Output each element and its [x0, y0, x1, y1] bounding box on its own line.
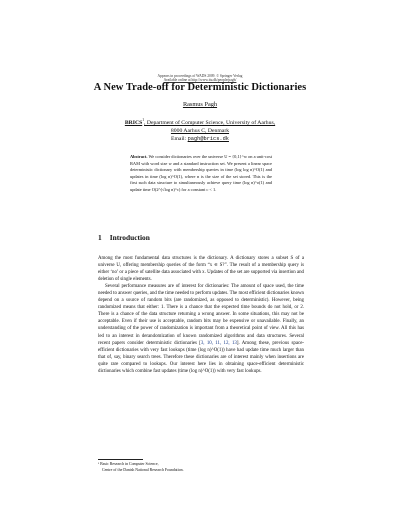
abstract [130, 154, 272, 193]
footnote-1: ¹ Basic Research in Computer Science, [98, 462, 159, 466]
section-title: Introduction [109, 233, 150, 242]
section-heading [98, 233, 150, 242]
email-address[interactable]: pagh@brics.dk [187, 135, 229, 142]
citation-list[interactable]: 3, 10, 11, 12, 13 [200, 340, 237, 346]
org-footnote-mark: 1 [142, 118, 145, 122]
affiliation-line-1 [0, 116, 400, 127]
abstract-text: We consider dictionaries over the universe U = {0,1}^w on a unit-cost RAM with word size w and a standard instruction set. We present a linear space deterministic dictionary with membership queries in time (log log n)^O(1) and updates in time (log n)^O(1), where n is the size of the set stored. This is the first such data structure to simultaneously achieve query time (log n)^o(1) and update time O(2^(√log n)^c) for a constant c < 1. [130, 154, 272, 192]
paragraph-2-rest: ]. Among these, previous space-efficient dictionaries with very fast lookups (time (log n)^O(1)) have had update time much larger than that of, say, binary search trees. Therefore these dictionaries are of interest mainly when insertions are quite rare compared to lookups. Our interest here lies in obtaining space-efficient deterministic dictionaries which combine fast updates (time (log n)^O(1)) with very fast lookups. [98, 340, 304, 374]
city: 8000 Aarhus C, Denmark [170, 127, 230, 134]
email-label: Email: [171, 135, 188, 142]
department: , Department of Computer Science, University of Aarhus, [144, 119, 276, 126]
affiliation [0, 116, 400, 143]
paragraph-2 [98, 283, 304, 375]
footnote-divider [98, 459, 143, 460]
publication-note-link[interactable]: Available online at http://www.itu.dk/people/pagh/ [163, 78, 237, 83]
footnote-1-continued: Centre of the Danish National Research Foundation. [102, 467, 184, 472]
abstract-label: Abstract. [130, 154, 148, 159]
footnotes [98, 462, 304, 473]
publication-note-line-1: Appears in proceedings of WADS 2009. © Springer Verlag [157, 74, 243, 78]
paragraph-1: Among the most fundamental data structures is the dictionary. A dictionary stores a subset S of a universe U, offering membership queries of the form “x ∈ S?”. The result of a membership query is either ‘no’ or a piece of satellite data associated with x. Updates of the set are supported via insertion and deletion of single elements. [98, 256, 304, 283]
email-line [0, 135, 400, 143]
paragraph-2-text: Several performance measures are of interest for dictionaries: The amount of space used, the time needed to answer queries, and the time needed to perform updates. The most efficient dictionaries known depend on a source of random bits (are randomized, as opposed to deterministic). However, being randomized means that either: 1. There is a chance that the expected time bounds do not hold, or 2. There is a chance of the data structure returning a wrong answer. In some situations, this may not be acceptable. Even if their use is acceptable, random bits may be expensive or unavailable. Finally, an understanding of the power of randomization is important from a theoretical point of view. All this has led to an interest in derandomization of known randomized algorithms and data structures. Several recent papers consider deterministic dictionaries [ [98, 284, 304, 346]
body-text [98, 255, 304, 375]
section-number: 1 [98, 233, 102, 242]
paper-title: A New Trade-off for Deterministic Dictionaries [93, 82, 307, 93]
author-name: Rasmus Pagh [182, 101, 218, 108]
org-name: BRICS [124, 119, 143, 126]
